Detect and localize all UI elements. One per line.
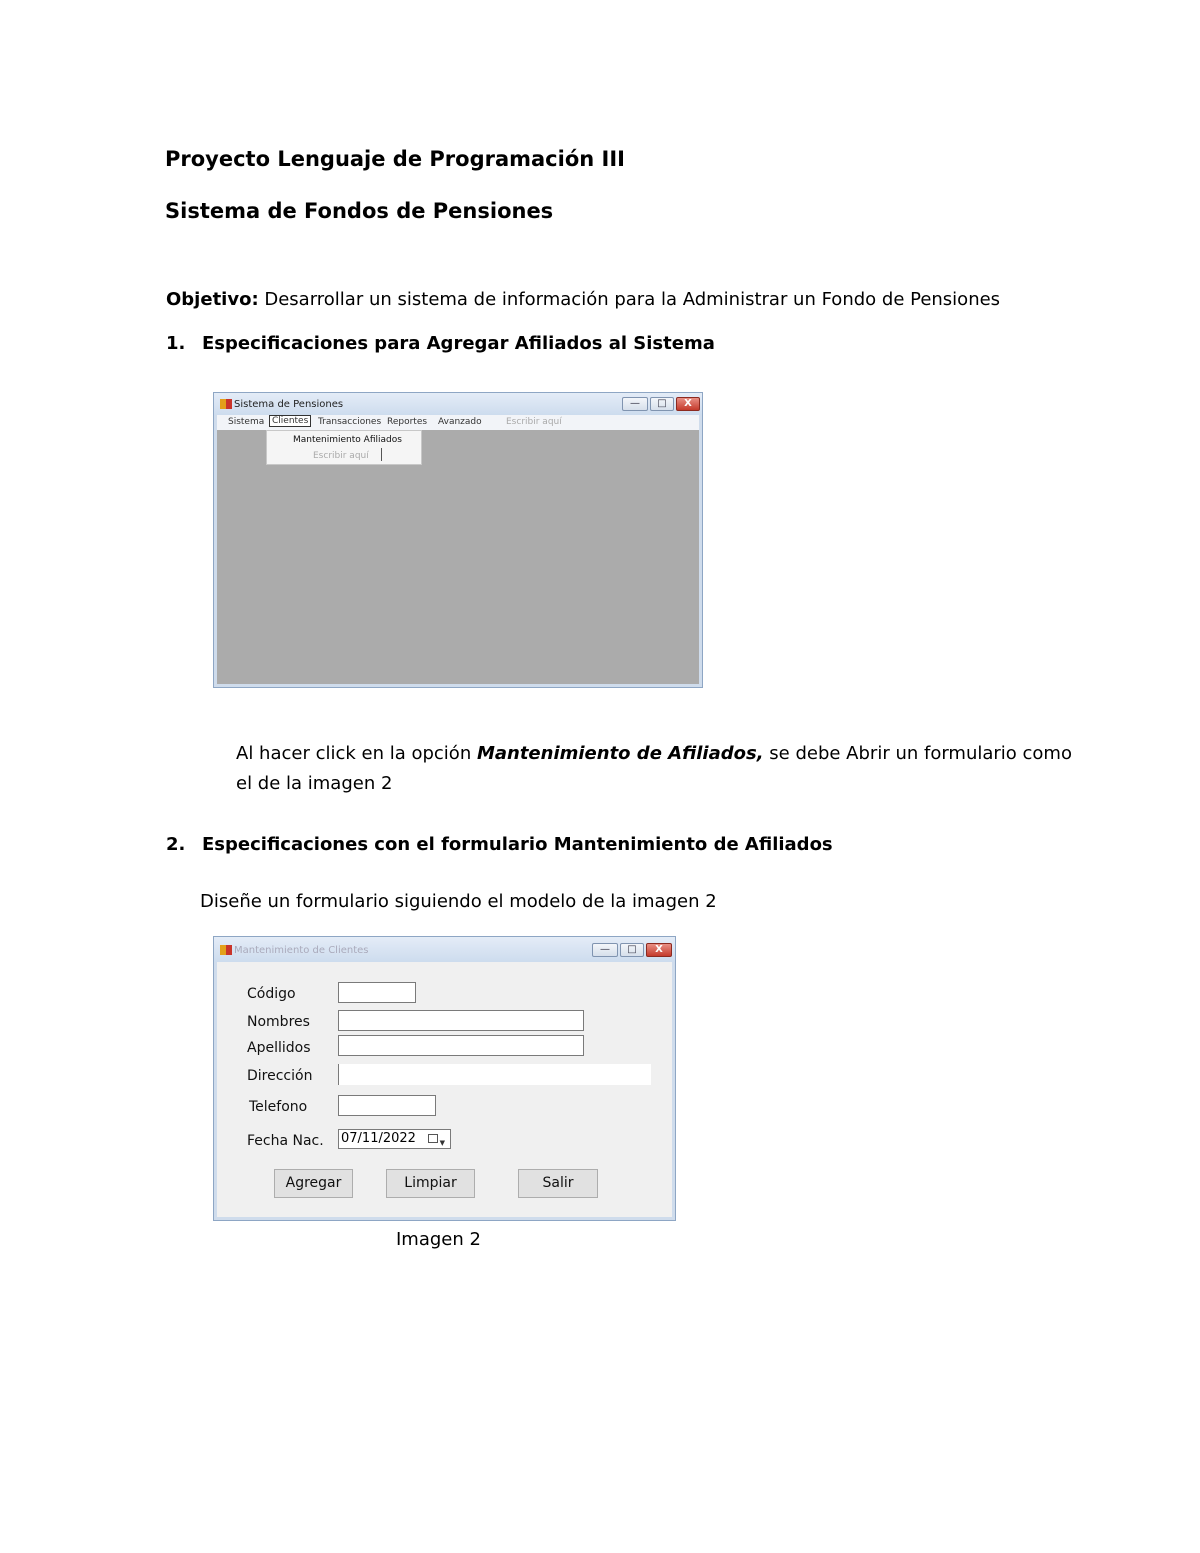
image-caption: Imagen 2 [396,1229,481,1250]
menu-sistema[interactable]: Sistema [228,417,265,427]
instruction-emphasis: Mantenimiento de Afiliados, [476,743,764,764]
input-codigo[interactable] [338,982,416,1003]
label-apellidos: Apellidos [247,1040,311,1056]
date-picker-value: 07/11/2022 [341,1131,416,1146]
input-telefono[interactable] [338,1095,436,1116]
app-icon [220,399,232,409]
design-instruction: Diseñe un formulario siguiendo el modelo de la imagen 2 [200,891,717,912]
dropdown-item-placeholder[interactable]: Escribir aquí [313,451,369,461]
objective-label: Objetivo: [166,289,259,310]
clientes-dropdown [266,430,422,465]
instruction-line-2: el de la imagen 2 [236,773,393,794]
limpiar-button[interactable]: Limpiar [386,1169,475,1198]
form-minimize-button[interactable]: — [592,943,618,957]
menu-reportes[interactable]: Reportes [387,417,428,427]
label-fecha-nac: Fecha Nac. [247,1133,324,1149]
menu-avanzado[interactable]: Avanzado [438,417,482,427]
minimize-button[interactable]: — [622,397,648,411]
text-caret [381,448,382,461]
section-2-title: Especificaciones con el formulario Mantenimiento de Afiliados [202,834,833,855]
form-close-button[interactable]: X [646,943,672,957]
section-1-number: 1. [166,333,186,354]
main-window-screenshot [213,392,703,688]
form-window-screenshot [213,936,676,1221]
agregar-button[interactable]: Agregar [274,1169,353,1198]
menu-placeholder[interactable]: Escribir aquí [506,417,562,427]
mdi-client-area [217,430,699,684]
menu-transacciones[interactable]: Transacciones [318,417,382,427]
close-button[interactable]: X [676,397,700,411]
form-client-area [217,962,672,1217]
form-maximize-button[interactable]: □ [620,943,644,957]
salir-button[interactable]: Salir [518,1169,598,1198]
label-telefono: Telefono [249,1099,308,1115]
label-codigo: Código [247,986,296,1002]
label-direccion: Dirección [247,1068,313,1084]
menu-bar [217,415,699,430]
maximize-button[interactable]: □ [650,397,674,411]
instruction-paragraph [236,743,1072,764]
input-apellidos[interactable] [338,1035,584,1056]
input-direccion[interactable] [338,1064,651,1085]
calendar-icon[interactable] [428,1134,438,1143]
date-picker-fecha-nac[interactable] [338,1129,451,1149]
dropdown-item-mantenimiento-afiliados[interactable]: Mantenimiento Afiliados [293,435,402,445]
document-title: Proyecto Lenguaje de Programación III [165,147,625,171]
dropdown-arrow-icon: ▼ [439,1139,445,1147]
section-1-title: Especificaciones para Agregar Afiliados al Sistema [202,333,715,354]
document-subtitle: Sistema de Fondos de Pensiones [165,199,554,223]
objective-text: Desarrollar un sistema de información para la Administrar un Fondo de Pensiones [258,289,1001,310]
main-window-title: Sistema de Pensiones [234,399,344,410]
form-window-title: Mantenimiento de Clientes [234,945,369,956]
form-app-icon [220,945,232,955]
menu-clientes[interactable]: Clientes [269,415,311,427]
instruction-text-a: Al hacer click en la opción [236,743,477,764]
objective-paragraph [166,289,1000,310]
input-nombres[interactable] [338,1010,584,1031]
label-nombres: Nombres [247,1014,310,1030]
main-window-titlebar [214,393,702,415]
form-window-titlebar [214,937,675,962]
section-2-number: 2. [166,834,186,855]
instruction-text-b: se debe Abrir un formulario como [763,743,1072,764]
